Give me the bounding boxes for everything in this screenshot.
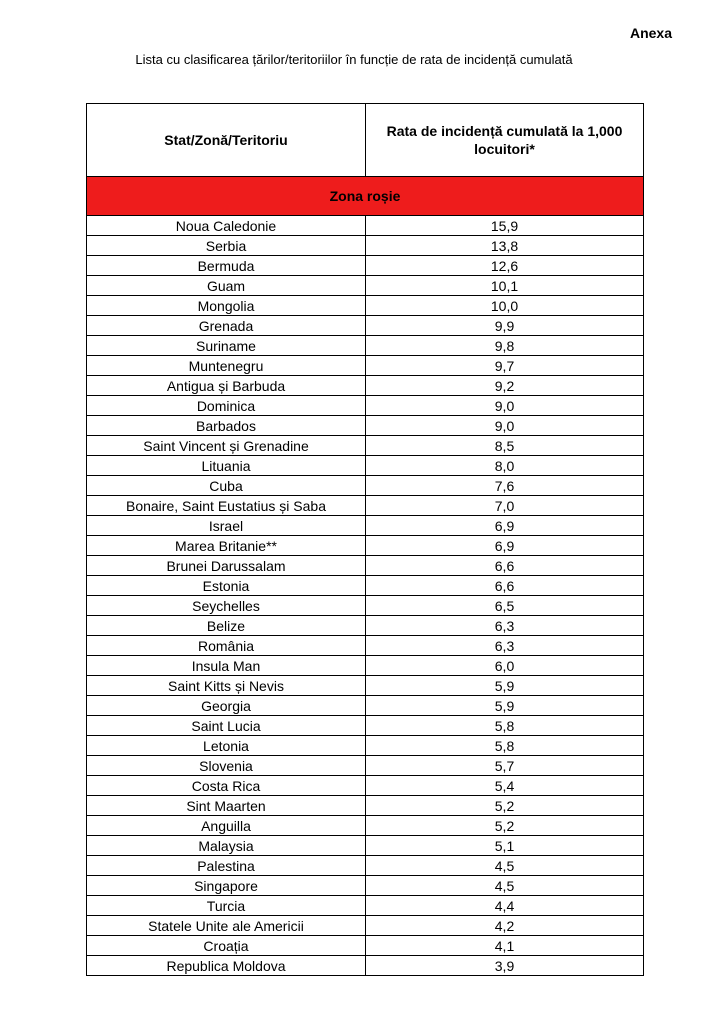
rate-cell: 6,9 [366,536,644,556]
table-row [87,656,644,676]
zone-label: Zona roșie [87,177,644,216]
rate-cell: 9,8 [366,336,644,356]
rate-cell: 12,6 [366,256,644,276]
table-row [87,896,644,916]
table-row [87,776,644,796]
rate-cell: 6,9 [366,516,644,536]
table-row [87,696,644,716]
rate-cell: 5,2 [366,796,644,816]
table-header-row [87,104,644,177]
rate-cell: 6,6 [366,576,644,596]
rate-cell: 4,5 [366,856,644,876]
country-cell: Saint Vincent și Grenadine [87,436,366,456]
country-cell: Bonaire, Saint Eustatius și Saba [87,496,366,516]
table-row [87,876,644,896]
country-cell: Antigua și Barbuda [87,376,366,396]
country-cell: Sint Maarten [87,796,366,816]
table-row [87,256,644,276]
table-row [87,536,644,556]
country-cell: Seychelles [87,596,366,616]
country-cell: Grenada [87,316,366,336]
country-cell: Anguilla [87,816,366,836]
rate-cell: 5,9 [366,696,644,716]
rate-cell: 5,4 [366,776,644,796]
country-cell: Lituania [87,456,366,476]
rate-cell: 10,1 [366,276,644,296]
rate-cell: 6,3 [366,636,644,656]
country-cell: Estonia [87,576,366,596]
country-cell: Suriname [87,336,366,356]
country-cell: Letonia [87,736,366,756]
table-row [87,836,644,856]
table-row [87,756,644,776]
country-cell: Republica Moldova [87,956,366,976]
country-cell: Muntenegru [87,356,366,376]
rate-cell: 5,1 [366,836,644,856]
country-cell: Saint Lucia [87,716,366,736]
country-cell: Palestina [87,856,366,876]
document-subtitle: Lista cu clasificarea țărilor/teritoriilor în funcție de rata de incidență cumulată [135,52,573,67]
country-cell: România [87,636,366,656]
rate-cell: 13,8 [366,236,644,256]
country-cell: Serbia [87,236,366,256]
country-cell: Costa Rica [87,776,366,796]
country-cell: Noua Caledonie [87,216,366,236]
country-cell: Guam [87,276,366,296]
rate-cell: 6,5 [366,596,644,616]
country-cell: Singapore [87,876,366,896]
rate-cell: 6,3 [366,616,644,636]
table-row [87,396,644,416]
table-row [87,616,644,636]
table-row [87,336,644,356]
table-row [87,476,644,496]
table-row [87,596,644,616]
incidence-table [86,103,644,976]
table-row [87,716,644,736]
table-row [87,376,644,396]
country-cell: Marea Britanie** [87,536,366,556]
rate-cell: 4,2 [366,916,644,936]
column-header-country: Stat/Zonă/Teritoriu [87,104,366,177]
rate-cell: 5,2 [366,816,644,836]
table-row [87,216,644,236]
country-cell: Turcia [87,896,366,916]
table-row [87,796,644,816]
table-row [87,556,644,576]
country-cell: Israel [87,516,366,536]
rate-cell: 7,6 [366,476,644,496]
country-cell: Insula Man [87,656,366,676]
rate-cell: 4,5 [366,876,644,896]
table-row [87,356,644,376]
annex-label: Anexa [629,25,672,41]
table-row [87,856,644,876]
rate-cell: 6,6 [366,556,644,576]
country-cell: Mongolia [87,296,366,316]
table-row [87,936,644,956]
table-row [87,956,644,976]
rate-cell: 3,9 [366,956,644,976]
country-cell: Saint Kitts și Nevis [87,676,366,696]
zone-row [87,177,644,216]
country-cell: Cuba [87,476,366,496]
country-cell: Barbados [87,416,366,436]
rate-cell: 9,0 [366,396,644,416]
table-row [87,236,644,256]
table-row [87,436,644,456]
table-row [87,676,644,696]
rate-cell: 9,7 [366,356,644,376]
table-row [87,516,644,536]
rate-cell: 5,9 [366,676,644,696]
rate-cell: 5,8 [366,736,644,756]
table-row [87,276,644,296]
rate-cell: 4,4 [366,896,644,916]
rate-cell: 15,9 [366,216,644,236]
rate-cell: 10,0 [366,296,644,316]
rate-cell: 4,1 [366,936,644,956]
table-row [87,456,644,476]
table-row [87,296,644,316]
rate-cell: 8,5 [366,436,644,456]
table-row [87,416,644,436]
table-row [87,736,644,756]
rate-cell: 6,0 [366,656,644,676]
table-row [87,916,644,936]
country-cell: Slovenia [87,756,366,776]
country-cell: Belize [87,616,366,636]
table-row [87,496,644,516]
country-cell: Bermuda [87,256,366,276]
country-cell: Statele Unite ale Americii [87,916,366,936]
country-cell: Malaysia [87,836,366,856]
rate-cell: 9,9 [366,316,644,336]
rate-cell: 8,0 [366,456,644,476]
rate-cell: 5,8 [366,716,644,736]
rate-cell: 9,2 [366,376,644,396]
table-row [87,576,644,596]
table-row [87,316,644,336]
rate-cell: 9,0 [366,416,644,436]
table-row [87,816,644,836]
rate-cell: 7,0 [366,496,644,516]
column-header-rate [366,104,644,177]
column-header-rate-line2: locuitori* [474,141,535,157]
country-cell: Croația [87,936,366,956]
column-header-rate-line1: Rata de incidență cumulată la 1,000 [386,123,623,139]
country-cell: Dominica [87,396,366,416]
rate-cell: 5,7 [366,756,644,776]
table-row [87,636,644,656]
country-cell: Brunei Darussalam [87,556,366,576]
country-cell: Georgia [87,696,366,716]
